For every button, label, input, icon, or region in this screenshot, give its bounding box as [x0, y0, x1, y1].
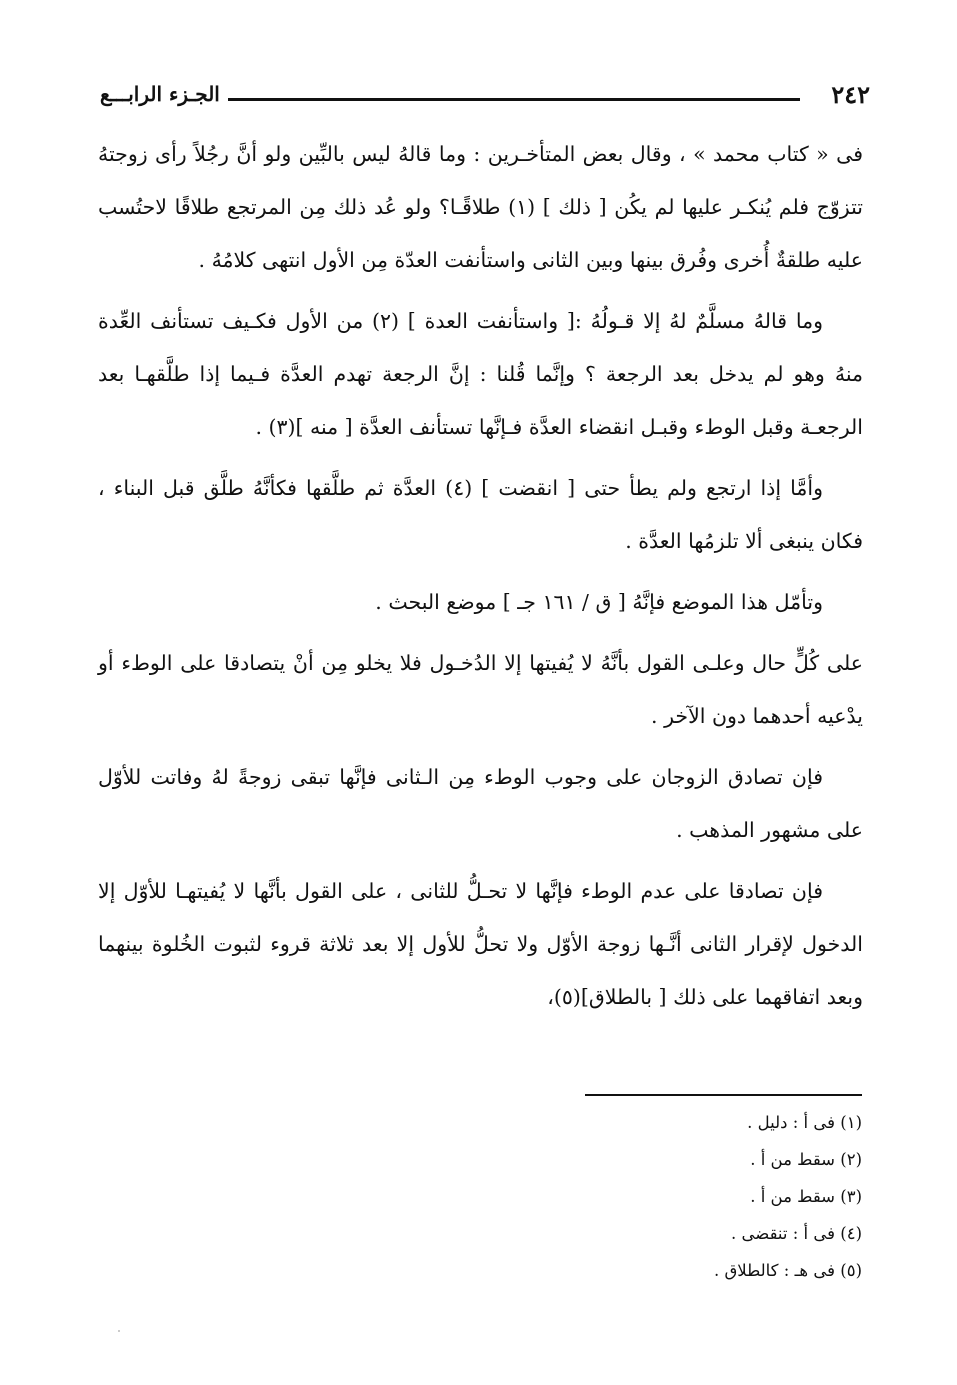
footnote: (٣) سقط من أ .: [750, 1187, 862, 1206]
paragraph: وتأمّل هذا الموضع فإنَّهُ [ ق / ١٦١ جـ ] موضع البحث .: [375, 590, 823, 614]
paragraph: وما قالهُ مسلَّمٌ لهُ إلا قـولُهُ :[ واستأنفت العدة ] (٢) من الأول فكـيف تستأنف العِّدة منهُ وهو لم يدخل بعد الرجعة ؟ وإنَّما قُلنا : إنَّ الرجعة تهدم العدَّة فـيما إذا طلَّقهـا بعد الرجعـة وقبل الوطء وقبـل انقضاء العدَّة فـإنَّها تستأنف العدَّة [ منه ](٣) .: [98, 309, 863, 439]
paragraph: على كُلٍّ حال وعلـى القول بأنَّهُ لا يُفيتها إلا الدُخـول فلا يخلو مِن أنْ يتصادقا على الوطء أو يدْعيه أحدهما دون الآخر .: [98, 651, 863, 728]
scan-speck: [118, 1330, 120, 1332]
footnote: (٥) فى هـ : كالطلاق .: [713, 1261, 862, 1280]
footnote: (٢) سقط من أ .: [750, 1150, 862, 1169]
footnote: (٤) فى أ : تنقضى .: [731, 1224, 862, 1243]
page-number: ٢٤٢: [831, 80, 870, 109]
header-rule: [228, 98, 800, 101]
paragraph: وأمَّا إذا ارتجع ولم يطأ حتى [ انقضت ] (٤) العدَّة ثم طلَّقها فكأنَّهُ طلَّق قبل البناء ، فكان ينبغى ألا تلزمُها العدَّة .: [98, 476, 863, 553]
page-header: [100, 78, 870, 118]
paragraph: فإن تصادق الزوجان على وجوب الوطء مِن الـثانى فإنَّها تبقى زوجةً لهُ وفاتت للأوّل على مشهور المذهب .: [98, 765, 863, 842]
paragraph: فإن تصادقا على عدم الوطء فإنَّها لا تحـلُّ للثانى ، على القول بأنَّها لا يُفيتهـا للأوّل إلا الدخول لإقرار الثانى أنَّـها زوجة الأوّل ولا تحلُّ للأول إلا بعد ثلاثة قروء لثبوت الخُلوة بينهما وبعد اتفاقهما على ذلك [ بالطلاق](٥)،: [98, 879, 863, 1009]
body-text: [98, 128, 863, 1032]
footnote: (١) فى أ : دليل .: [747, 1113, 862, 1132]
footnote-separator: [585, 1094, 862, 1096]
paragraph: فى « كتاب محمد » ، وقال بعض المتأخـرين : وما قالهُ ليس بالبِّين ولو أنَّ رجُلاً رأى زوجتهُ تتزوّج فلم يُنكـر عليها لم يكُن [ ذلك ] (١) طلاقًـا؟ ولو عُد ذلك مِن المرتجع طلاقًا لاحتُسب عليه طلقةٌ أُخرى وفُرق بينها وبين الثانى واستأنفت العدّة مِن الأول انتهى كلامُهُ .: [98, 142, 864, 272]
running-title: الجـزء الرابـــع: [100, 82, 220, 106]
footnotes: [442, 1104, 862, 1289]
